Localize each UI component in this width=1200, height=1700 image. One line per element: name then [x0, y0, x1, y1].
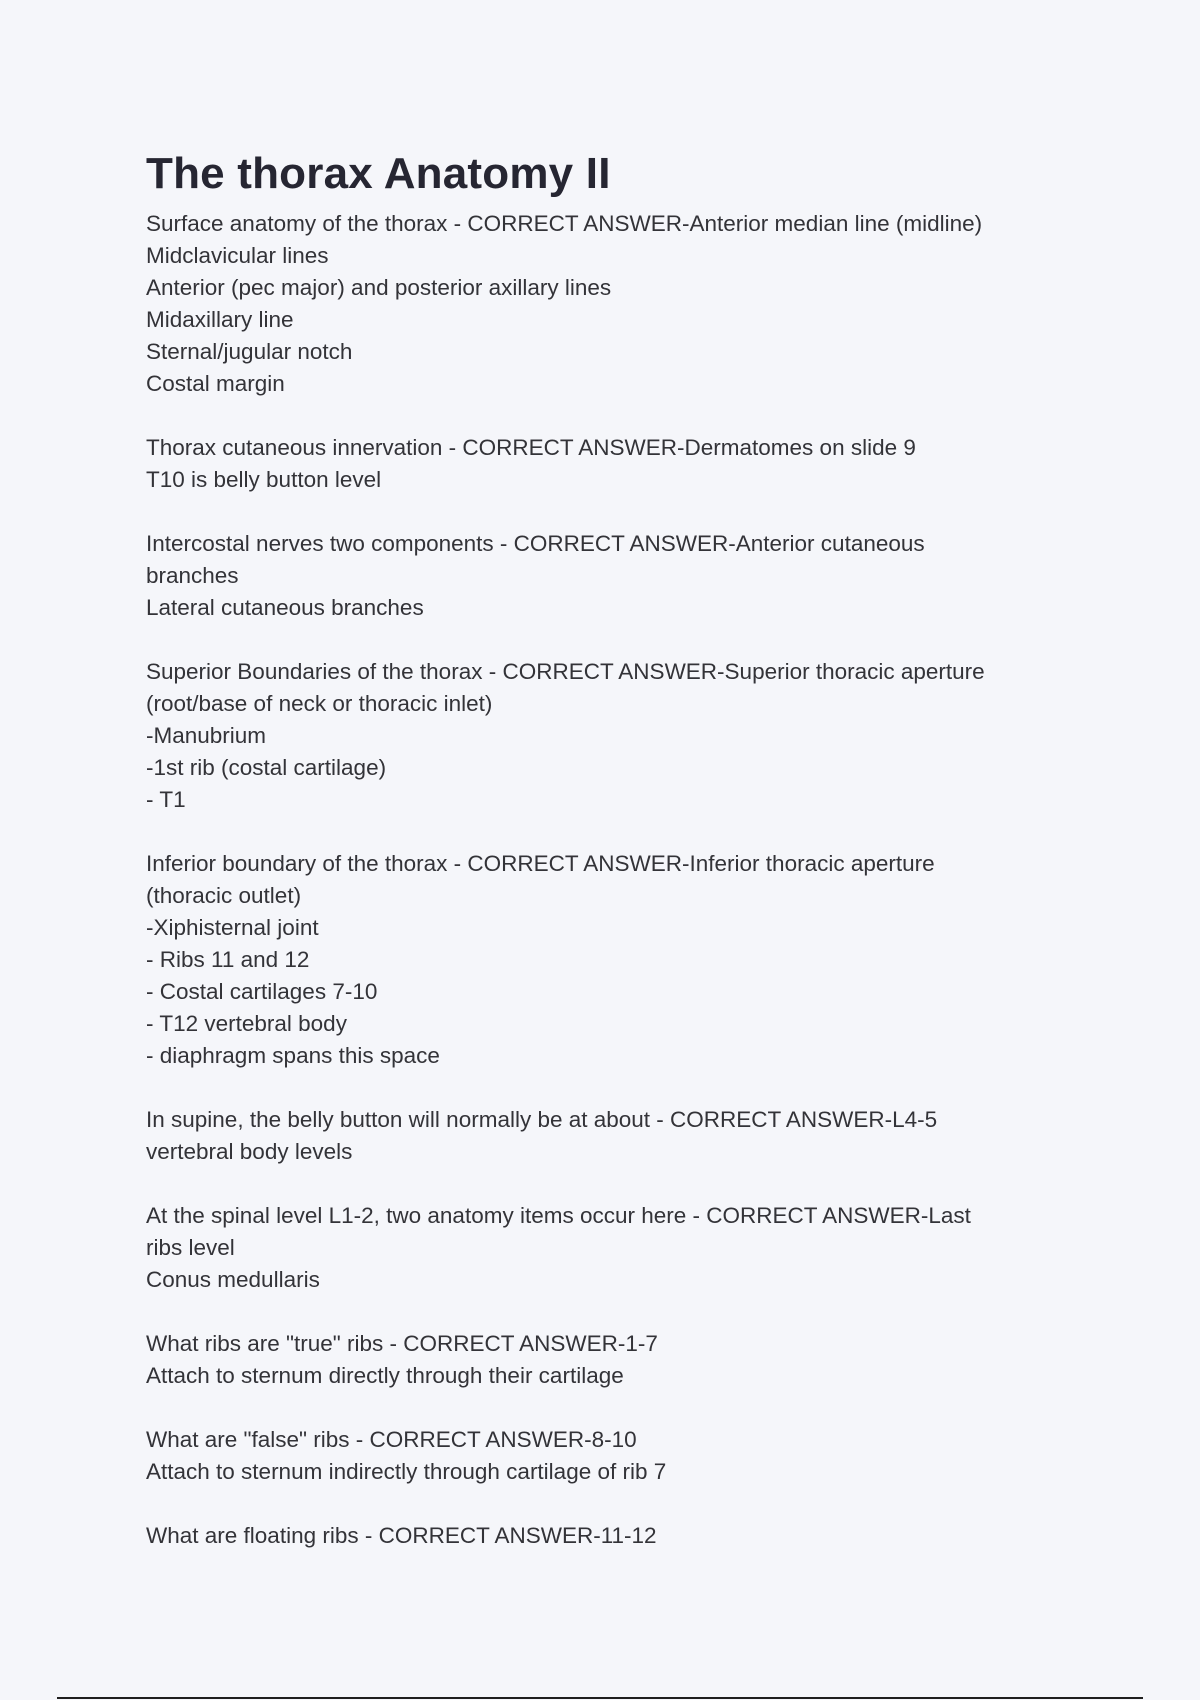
qa-answer-line: -1st rib (costal cartilage): [146, 755, 387, 780]
qa-answer-line: - T12 vertebral body: [146, 1011, 347, 1036]
qa-answer-line: T10 is belly button level: [146, 467, 382, 492]
qa-question-line: Surface anatomy of the thorax - CORRECT ANSWER-Anterior median line (midline): [146, 211, 983, 236]
document-content: [146, 148, 1076, 1584]
qa-answer-line: - Ribs 11 and 12: [146, 947, 310, 972]
qa-entry: [146, 1104, 1076, 1168]
qa-answer-line: Sternal/jugular notch: [146, 339, 353, 364]
qa-answer-line: -Xiphisternal joint: [146, 915, 319, 940]
qa-question-line: Intercostal nerves two components - CORRECT ANSWER-Anterior cutaneous: [146, 531, 925, 556]
qa-answer-line: Attach to sternum indirectly through cartilage of rib 7: [146, 1459, 667, 1484]
qa-answer-line: Anterior (pec major) and posterior axillary lines: [146, 275, 612, 300]
qa-answer-line: Midclavicular lines: [146, 243, 329, 268]
qa-answer-line: Midaxillary line: [146, 307, 294, 332]
document-title: The thorax Anatomy II: [146, 149, 611, 198]
qa-answer-line: -Manubrium: [146, 723, 267, 748]
qa-entry: [146, 1520, 1076, 1552]
qa-entry-list: [146, 208, 1076, 1552]
qa-answer-line: (root/base of neck or thoracic inlet): [146, 691, 493, 716]
qa-answer-line: Attach to sternum directly through their cartilage: [146, 1363, 624, 1388]
qa-answer-line: vertebral body levels: [146, 1139, 353, 1164]
qa-question-line: Inferior boundary of the thorax - CORRECT ANSWER-Inferior thoracic aperture: [146, 851, 935, 876]
qa-answer-line: - Costal cartilages 7-10: [146, 979, 378, 1004]
qa-entry: [146, 208, 1076, 400]
qa-answer-line: branches: [146, 563, 239, 588]
qa-answer-line: Conus medullaris: [146, 1267, 320, 1292]
page-bottom-rule: [57, 1697, 1143, 1699]
qa-entry: [146, 528, 1076, 624]
qa-entry: [146, 1424, 1076, 1488]
qa-question-line: What are floating ribs - CORRECT ANSWER-11-12: [146, 1523, 657, 1548]
qa-answer-line: (thoracic outlet): [146, 883, 302, 908]
qa-answer-line: ribs level: [146, 1235, 235, 1260]
qa-entry: [146, 1200, 1076, 1296]
qa-question-line: What ribs are "true" ribs - CORRECT ANSWER-1-7: [146, 1331, 658, 1356]
qa-question-line: At the spinal level L1-2, two anatomy items occur here - CORRECT ANSWER-Last: [146, 1203, 971, 1228]
qa-question-line: Superior Boundaries of the thorax - CORRECT ANSWER-Superior thoracic aperture: [146, 659, 985, 684]
qa-entry: [146, 656, 1076, 816]
qa-answer-line: Lateral cutaneous branches: [146, 595, 424, 620]
qa-answer-line: - diaphragm spans this space: [146, 1043, 440, 1068]
qa-answer-line: - T1: [146, 787, 186, 812]
qa-entry: [146, 848, 1076, 1072]
qa-entry: [146, 432, 1076, 496]
qa-entry: [146, 1328, 1076, 1392]
qa-answer-line: Costal margin: [146, 371, 285, 396]
qa-question-line: What are "false" ribs - CORRECT ANSWER-8-10: [146, 1427, 637, 1452]
qa-question-line: Thorax cutaneous innervation - CORRECT ANSWER-Dermatomes on slide 9: [146, 435, 916, 460]
qa-question-line: In supine, the belly button will normally be at about - CORRECT ANSWER-L4-5: [146, 1107, 938, 1132]
